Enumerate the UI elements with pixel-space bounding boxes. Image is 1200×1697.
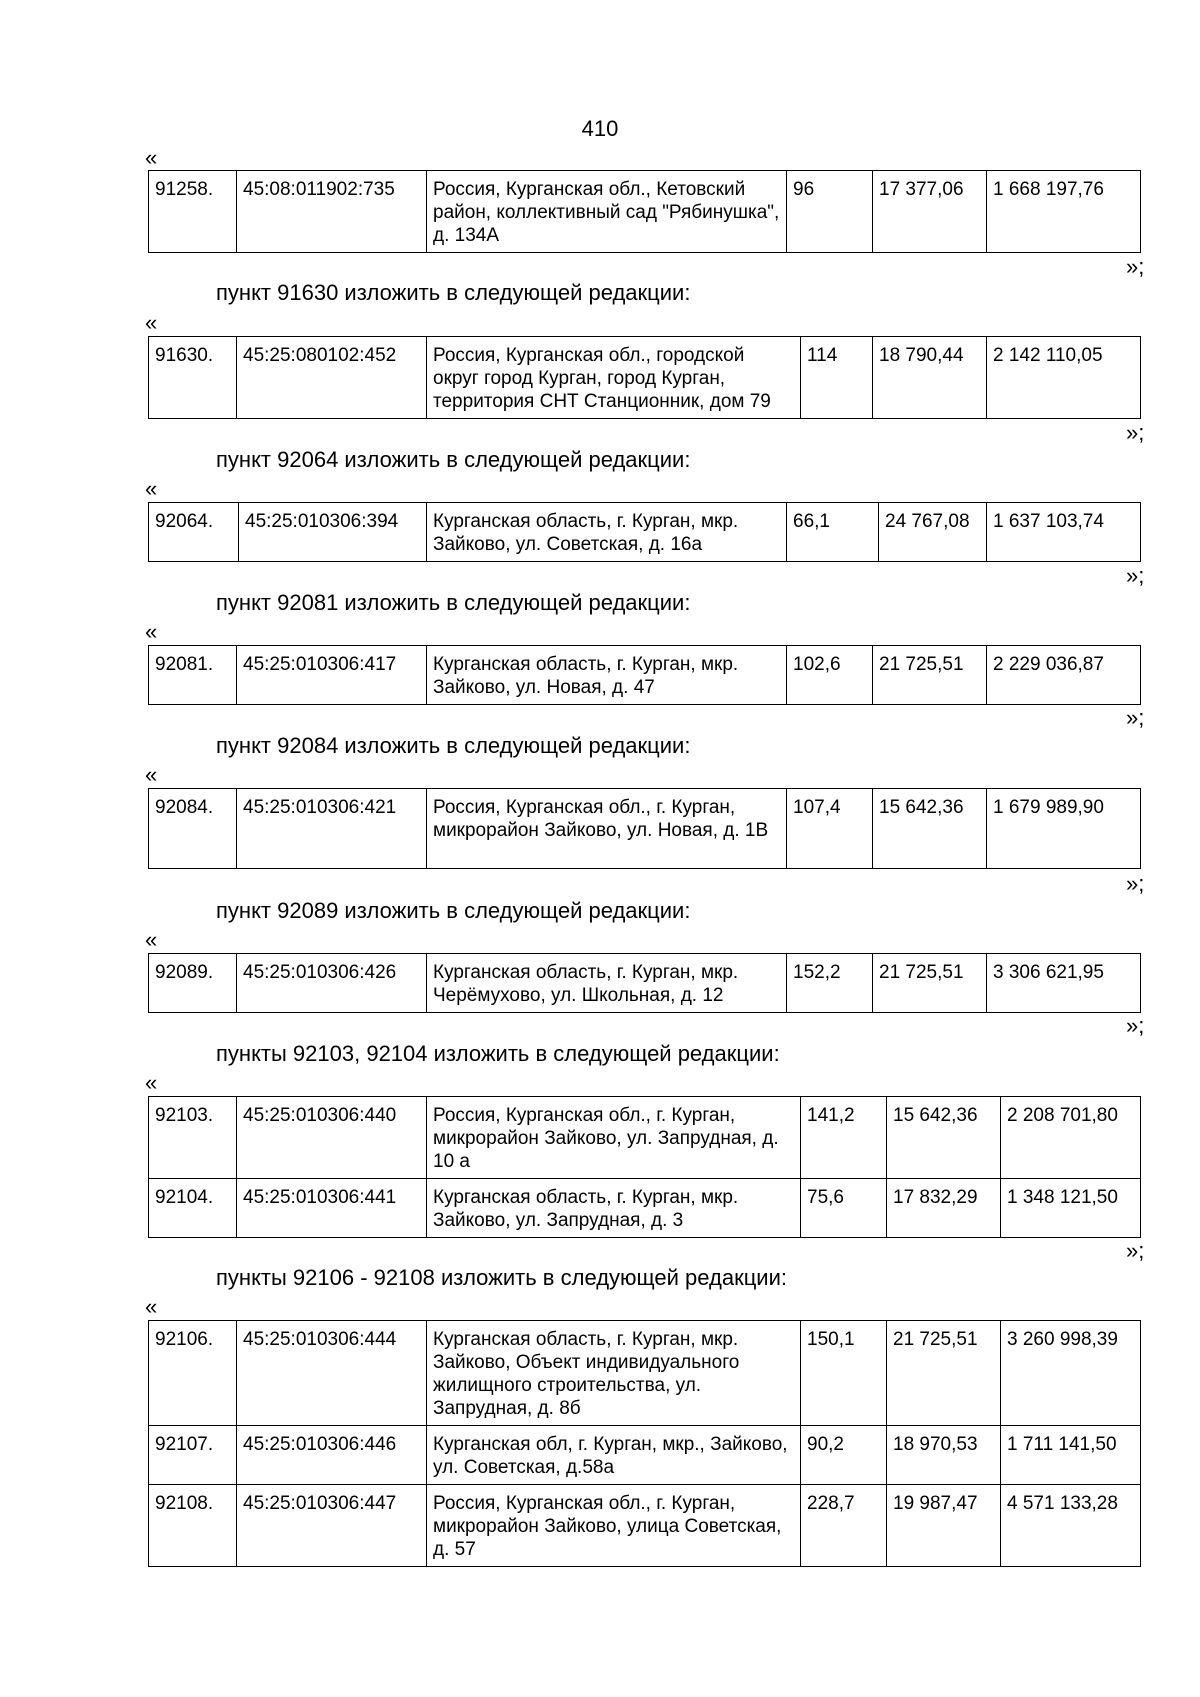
table-92084	[148, 788, 1141, 869]
rate: 17 832,29	[887, 1179, 1001, 1238]
cadastral-number: 45:25:010306:447	[237, 1485, 427, 1567]
table-row	[149, 1485, 1141, 1567]
address: Россия, Курганская обл., городской округ город Курган, город Курган, территория СНТ Станционник, дом 79	[427, 337, 801, 419]
cadastral-number: 45:25:010306:394	[239, 503, 427, 562]
rate: 18 970,53	[887, 1426, 1001, 1485]
table-92103-92104	[148, 1096, 1141, 1238]
table-row	[149, 337, 1141, 419]
table-row	[149, 1321, 1141, 1426]
table-row	[149, 503, 1141, 562]
table-92106-92108	[148, 1320, 1141, 1567]
area: 228,7	[801, 1485, 887, 1567]
rate: 21 725,51	[887, 1321, 1001, 1426]
row-number: 92103.	[149, 1097, 237, 1179]
rate: 17 377,06	[873, 171, 987, 253]
cadastral-value: 1 711 141,50	[1001, 1426, 1141, 1485]
cadastral-value: 2 208 701,80	[1001, 1097, 1141, 1179]
close-quote: »;	[1126, 563, 1145, 588]
area: 66,1	[787, 503, 879, 562]
address: Курганская обл, г. Курган, мкр., Зайково, ул. Советская, д.58а	[427, 1426, 801, 1485]
row-number: 92106.	[149, 1321, 237, 1426]
address: Курганская область, г. Курган, мкр. Зайково, ул. Запрудная, д. 3	[427, 1179, 801, 1238]
area: 102,6	[787, 646, 873, 705]
cadastral-number: 45:25:010306:421	[237, 789, 427, 869]
open-quote: «	[145, 145, 158, 170]
row-number: 92104.	[149, 1179, 237, 1238]
cadastral-value: 2 229 036,87	[987, 646, 1141, 705]
close-quote: »;	[1126, 254, 1145, 279]
table-92089	[148, 953, 1141, 1013]
open-quote: «	[145, 762, 158, 787]
area: 150,1	[801, 1321, 887, 1426]
close-quote: »;	[1126, 871, 1145, 896]
open-quote: «	[145, 476, 158, 501]
address: Россия, Курганская обл., г. Курган, микрорайон Зайково, ул. Новая, д. 1В	[427, 789, 787, 869]
area: 114	[801, 337, 873, 419]
amendment-instruction: пункт 92064 изложить в следующей редакции:	[216, 447, 691, 472]
table-row	[149, 1426, 1141, 1485]
table-row	[149, 1179, 1141, 1238]
address: Курганская область, г. Курган, мкр. Зайково, Объект индивидуального жилищного строительства, ул. Запрудная, д. 8б	[427, 1321, 801, 1426]
cadastral-number: 45:25:010306:440	[237, 1097, 427, 1179]
cadastral-value: 1 637 103,74	[987, 503, 1141, 562]
cadastral-number: 45:08:011902:735	[237, 171, 427, 253]
area: 152,2	[787, 954, 873, 1013]
address: Курганская область, г. Курган, мкр. Зайково, ул. Советская, д. 16а	[427, 503, 787, 562]
row-number: 92108.	[149, 1485, 237, 1567]
cadastral-value: 3 260 998,39	[1001, 1321, 1141, 1426]
amendment-instruction: пункты 92106 - 92108 изложить в следующей редакции:	[216, 1265, 788, 1290]
cadastral-number: 45:25:080102:452	[237, 337, 427, 419]
area: 96	[787, 171, 873, 253]
open-quote: «	[145, 1070, 158, 1095]
rate: 19 987,47	[887, 1485, 1001, 1567]
close-quote: »;	[1126, 1238, 1145, 1263]
row-number: 92089.	[149, 954, 237, 1013]
table-row	[149, 954, 1141, 1013]
amendment-instruction: пункты 92103, 92104 изложить в следующей редакции:	[216, 1041, 780, 1066]
rate: 21 725,51	[873, 646, 987, 705]
address: Россия, Курганская обл., г. Курган, микрорайон Зайково, ул. Запрудная, д. 10 а	[427, 1097, 801, 1179]
area: 141,2	[801, 1097, 887, 1179]
page-number: 410	[581, 116, 619, 141]
cadastral-number: 45:25:010306:441	[237, 1179, 427, 1238]
close-quote: »;	[1126, 420, 1145, 445]
address: Россия, Курганская обл., г. Курган, микрорайон Зайково, улица Советская, д. 57	[427, 1485, 801, 1567]
address: Курганская область, г. Курган, мкр. Зайково, ул. Новая, д. 47	[427, 646, 787, 705]
cadastral-number: 45:25:010306:446	[237, 1426, 427, 1485]
table-row	[149, 789, 1141, 869]
rate: 15 642,36	[873, 789, 987, 869]
cadastral-number: 45:25:010306:426	[237, 954, 427, 1013]
row-number: 91258.	[149, 171, 237, 253]
table-92064	[148, 502, 1141, 562]
cadastral-value: 4 571 133,28	[1001, 1485, 1141, 1567]
close-quote: »;	[1126, 1013, 1145, 1038]
row-number: 92107.	[149, 1426, 237, 1485]
area: 107,4	[787, 789, 873, 869]
cadastral-value: 1 348 121,50	[1001, 1179, 1141, 1238]
table-91258	[148, 170, 1141, 253]
open-quote: «	[145, 927, 158, 952]
area: 90,2	[801, 1426, 887, 1485]
amendment-instruction: пункт 91630 изложить в следующей редакции:	[216, 280, 691, 305]
cadastral-value: 2 142 110,05	[987, 337, 1141, 419]
table-92081	[148, 645, 1141, 705]
amendment-instruction: пункт 92089 изложить в следующей редакции:	[216, 898, 691, 923]
cadastral-value: 1 668 197,76	[987, 171, 1141, 253]
address: Россия, Курганская обл., Кетовский район, коллективный сад "Рябинушка", д. 134А	[427, 171, 787, 253]
amendment-instruction: пункт 92081 изложить в следующей редакции:	[216, 590, 691, 615]
close-quote: »;	[1126, 705, 1145, 730]
rate: 15 642,36	[887, 1097, 1001, 1179]
cadastral-value: 1 679 989,90	[987, 789, 1141, 869]
table-row	[149, 646, 1141, 705]
table-91630	[148, 336, 1141, 419]
open-quote: «	[145, 619, 158, 644]
row-number: 92064.	[149, 503, 239, 562]
rate: 18 790,44	[873, 337, 987, 419]
row-number: 92081.	[149, 646, 237, 705]
row-number: 92084.	[149, 789, 237, 869]
amendment-instruction: пункт 92084 изложить в следующей редакции:	[216, 733, 691, 758]
table-row	[149, 1097, 1141, 1179]
cadastral-value: 3 306 621,95	[987, 954, 1141, 1013]
table-row	[149, 171, 1141, 253]
rate: 21 725,51	[873, 954, 987, 1013]
cadastral-number: 45:25:010306:417	[237, 646, 427, 705]
open-quote: «	[145, 310, 158, 335]
address: Курганская область, г. Курган, мкр. Черёмухово, ул. Школьная, д. 12	[427, 954, 787, 1013]
row-number: 91630.	[149, 337, 237, 419]
area: 75,6	[801, 1179, 887, 1238]
cadastral-number: 45:25:010306:444	[237, 1321, 427, 1426]
rate: 24 767,08	[879, 503, 987, 562]
open-quote: «	[145, 1294, 158, 1319]
